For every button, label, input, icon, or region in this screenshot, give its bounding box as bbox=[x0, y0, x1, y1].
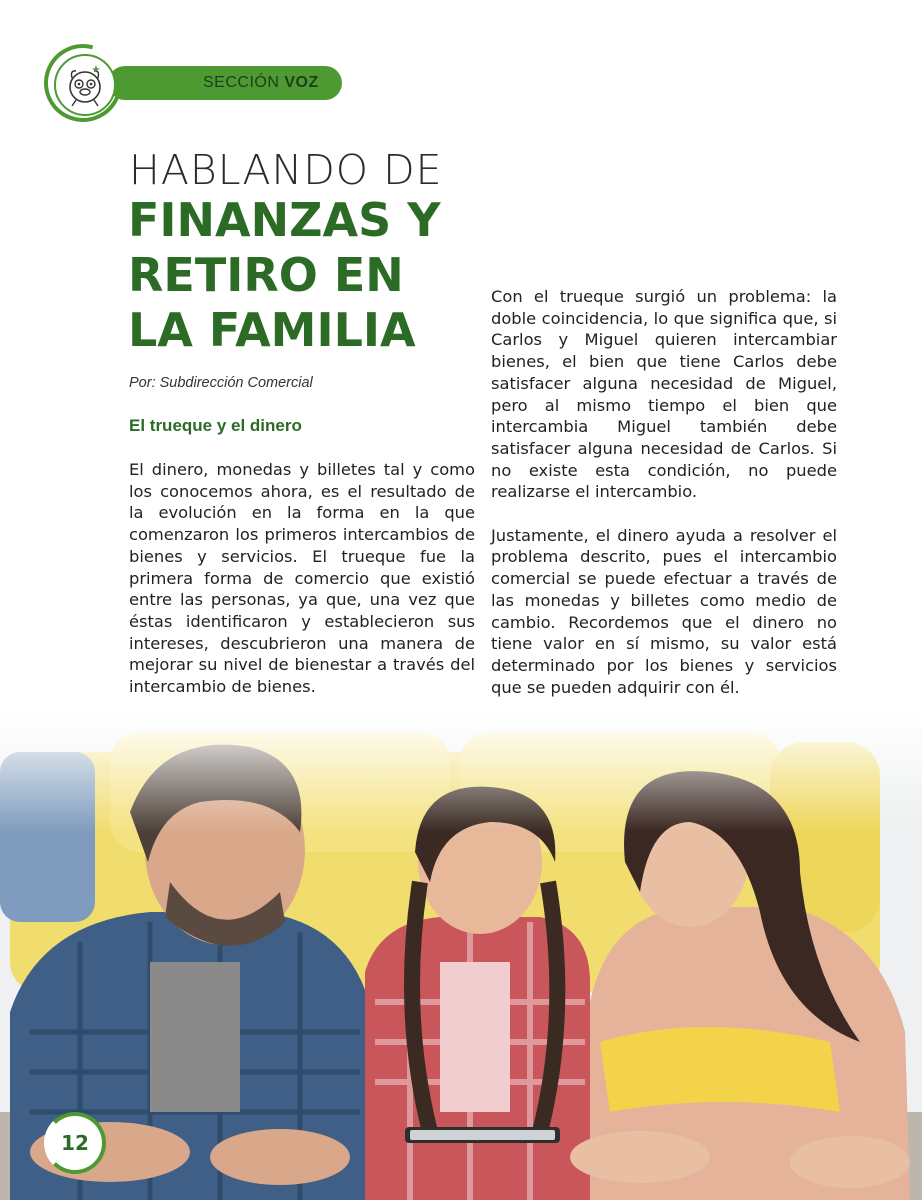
paragraph: El dinero, monedas y billetes tal y como los conocemos ahora, es el resultado de la evolución en la forma en la que comenzaron los primeros intercambios de bienes y servicios. El trueque fue la primera forma de comercio que existió entre las personas, ya que, una vez que éstas identificaron y establecieron sus intereses, descubrieron una manera de mejorar su nivel de bienestar a través del intercambio de bienes. bbox=[129, 460, 475, 697]
photo-fade bbox=[0, 712, 922, 832]
subheading: El trueque y el dinero bbox=[129, 416, 302, 435]
section-name: VOZ bbox=[284, 74, 319, 91]
article-title-line4: LA FAMILIA bbox=[128, 303, 416, 357]
article-title-line3: RETIRO EN bbox=[128, 248, 404, 302]
section-prefix: SECCIÓN bbox=[203, 74, 280, 91]
body-column-right bbox=[491, 286, 837, 720]
paragraph: Con el trueque surgió un problema: la doble coincidencia, lo que significa que, si Carlos y Miguel quieren intercambiar bienes, el bien que tiene Carlos debe satisfacer alguna necesidad de Miguel, pero al mismo tiempo el bien que intercambia Miguel también debe satisfacer alguna necesidad de Carlos. Si no existe esta condición, no puede realizarse el intercambio. bbox=[491, 287, 837, 502]
page-number: 12 bbox=[61, 1131, 89, 1155]
body-column-left bbox=[129, 459, 475, 719]
mascot-logo-icon bbox=[56, 56, 114, 114]
byline: Por: Subdirección Comercial bbox=[129, 375, 313, 391]
article-title-bold bbox=[128, 193, 441, 358]
article-title-line1: HABLANDO DE bbox=[129, 146, 443, 194]
paragraph: Justamente, el dinero ayuda a resolver el problema descrito, pues el intercambio comercial se puede efectuar a través de las monedas y billetes como medio de cambio. Recordemos que el dinero no tiene valor en sí mismo, su valor está determinado por los bienes y servicios que se pueden adquirir con él. bbox=[491, 525, 837, 697]
section-label bbox=[203, 74, 319, 92]
family-photo bbox=[0, 712, 922, 1200]
article-title-line2: FINANZAS Y bbox=[128, 193, 441, 247]
